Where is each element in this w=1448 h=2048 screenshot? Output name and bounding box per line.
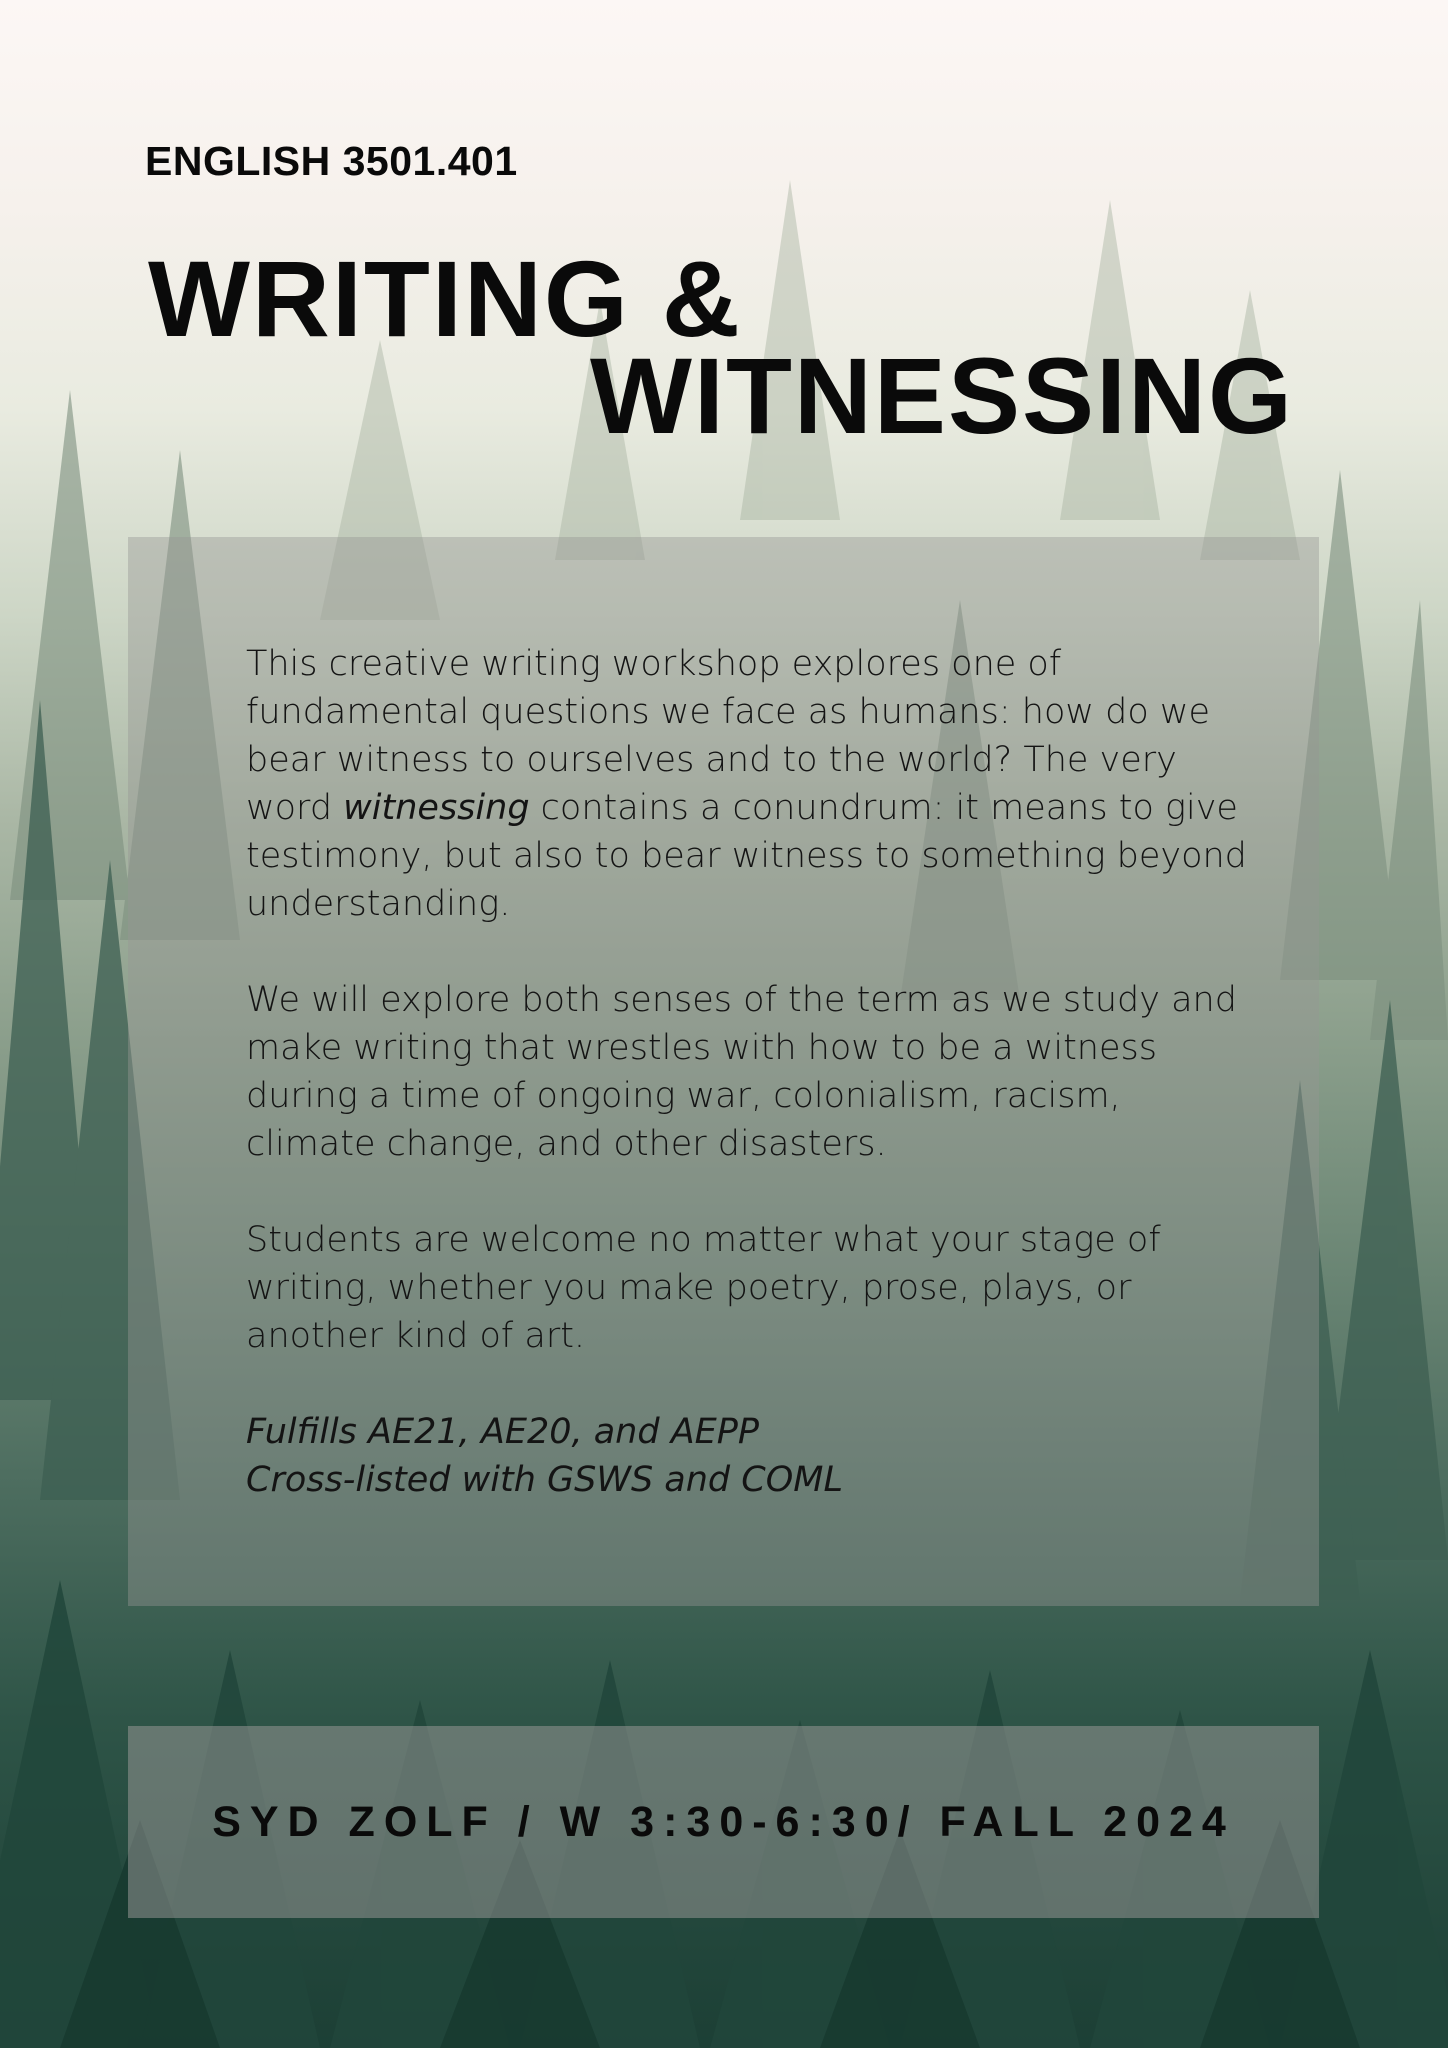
description-text: This creative writing workshop explores one of fundamental questions we face as humans: how do we bear witness to ourselves and to the world? The very word bbox=[246, 644, 1211, 828]
description-text: contains a conundrum: it means to give testimony, but also to bear witness to something beyond understanding. bbox=[246, 788, 1247, 924]
course-description bbox=[246, 640, 1256, 1504]
cross-listing-note: Cross-listed with GSWS and COML bbox=[246, 1460, 843, 1500]
description-paragraph-3: Students are welcome no matter what your stage of writing, whether you make poetry, prose, plays, or another kind of art. bbox=[246, 1220, 1161, 1356]
course-notes bbox=[246, 1408, 1256, 1504]
requirements-note: Fulfills AE21, AE20, and AEPP bbox=[246, 1412, 759, 1452]
description-paragraph-1 bbox=[246, 640, 1256, 928]
title-line-1: WRITING & bbox=[148, 238, 742, 359]
instructor-schedule: SYD ZOLF / W 3:30-6:30/ FALL 2024 bbox=[212, 1798, 1235, 1846]
description-paragraph-2: We will explore both senses of the term as we study and make writing that wrestles with how to be a witness during a time of ongoing war, colonialism, racism, climate change, and other disasters. bbox=[246, 980, 1237, 1164]
course-code: ENGLISH 3501.401 bbox=[145, 138, 518, 184]
emphasized-word: witnessing bbox=[343, 788, 530, 828]
title-line-2: WITNESSING bbox=[590, 335, 1295, 456]
